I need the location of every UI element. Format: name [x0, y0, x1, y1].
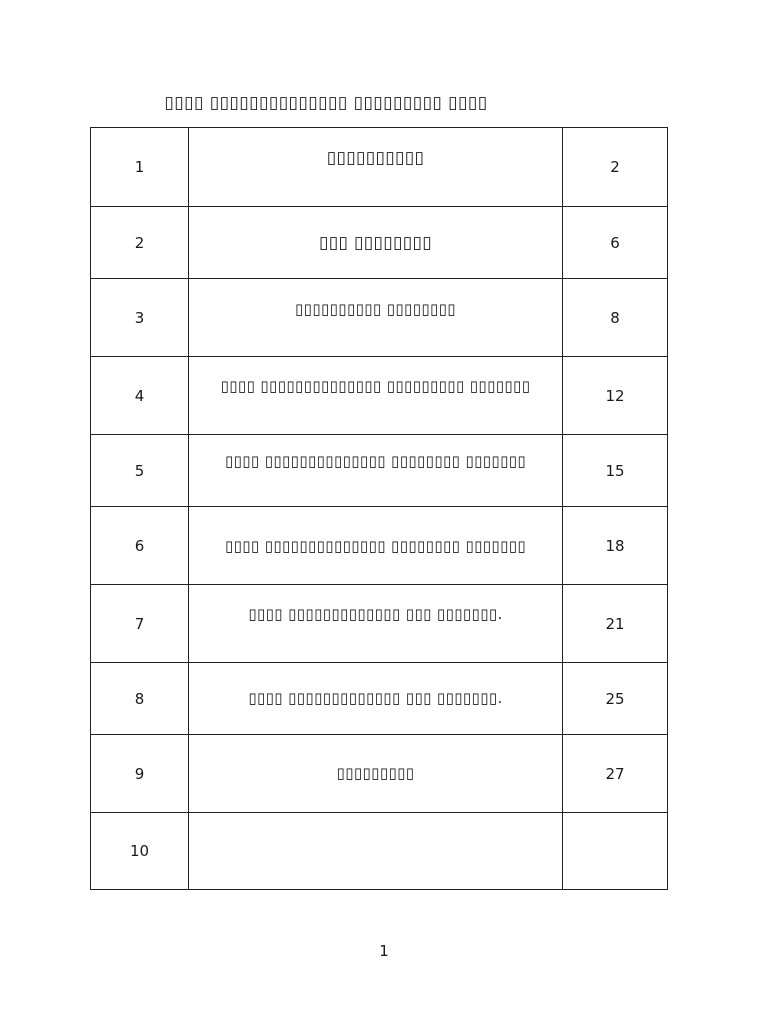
table-row — [91, 279, 668, 357]
row-number: 8 — [91, 663, 189, 735]
row-page-number: 2 — [563, 128, 668, 207]
table-of-contents — [90, 127, 668, 890]
table-row — [91, 207, 668, 279]
table-row — [91, 435, 668, 507]
row-title: ▯▯▯▯▯▯▯▯▯▯ ▯▯▯▯▯▯▯▯ — [295, 300, 456, 318]
row-number: 7 — [91, 585, 189, 663]
row-title-cell — [189, 663, 563, 735]
row-page-number: 18 — [563, 507, 668, 585]
row-title: ▯▯▯▯ ▯▯▯▯▯▯▯▯▯▯▯▯▯▯ ▯▯▯▯▯▯▯▯ ▯▯▯▯▯▯▯ — [224, 452, 527, 470]
row-title-cell — [189, 813, 563, 890]
row-title-cell — [189, 357, 563, 435]
row-title-cell — [189, 585, 563, 663]
table-row — [91, 585, 668, 663]
table-row — [91, 507, 668, 585]
row-title: ▯▯▯ ▯▯▯▯▯▯▯▯ — [318, 233, 433, 253]
row-page-number: 6 — [563, 207, 668, 279]
row-number: 2 — [91, 207, 189, 279]
row-title-cell — [189, 207, 563, 279]
row-page-number: 27 — [563, 735, 668, 813]
row-title: ▯▯▯▯▯▯▯▯▯ — [336, 764, 415, 782]
row-page-number: 12 — [563, 357, 668, 435]
row-page-number: 21 — [563, 585, 668, 663]
table-row — [91, 128, 668, 207]
row-title: ▯▯▯▯ ▯▯▯▯▯▯▯▯▯▯▯▯▯▯ ▯▯▯▯▯▯▯▯▯ ▯▯▯▯▯▯▯ — [220, 377, 531, 395]
document-title: ▯▯▯▯ ▯▯▯▯▯▯▯▯▯▯▯▯▯▯ ▯▯▯▯▯▯▯▯▯ ▯▯▯▯ — [164, 93, 488, 113]
row-number: 6 — [91, 507, 189, 585]
row-number: 5 — [91, 435, 189, 507]
row-title: ▯▯▯▯ ▯▯▯▯▯▯▯▯▯▯▯▯▯ ▯▯▯ ▯▯▯▯▯▯▯. — [248, 689, 503, 707]
row-number: 1 — [91, 128, 189, 207]
row-title-cell — [189, 279, 563, 357]
row-title: ▯▯▯▯ ▯▯▯▯▯▯▯▯▯▯▯▯▯▯ ▯▯▯▯▯▯▯▯ ▯▯▯▯▯▯▯ — [224, 537, 527, 555]
row-page-number: 25 — [563, 663, 668, 735]
page-number: 1 — [379, 942, 389, 960]
row-page-number — [563, 813, 668, 890]
table-row — [91, 357, 668, 435]
row-number: 9 — [91, 735, 189, 813]
row-number: 10 — [91, 813, 189, 890]
row-page-number: 15 — [563, 435, 668, 507]
row-title: ▯▯▯▯▯▯▯▯▯▯ — [326, 148, 425, 168]
table-row — [91, 813, 668, 890]
row-title — [189, 813, 562, 842]
row-title-cell — [189, 735, 563, 813]
row-title: ▯▯▯▯ ▯▯▯▯▯▯▯▯▯▯▯▯▯ ▯▯▯ ▯▯▯▯▯▯▯. — [248, 605, 503, 623]
row-number: 3 — [91, 279, 189, 357]
table-row — [91, 735, 668, 813]
row-number: 4 — [91, 357, 189, 435]
row-title-cell — [189, 507, 563, 585]
table-row — [91, 663, 668, 735]
row-title-cell — [189, 435, 563, 507]
row-title-cell — [189, 128, 563, 207]
row-page-number: 8 — [563, 279, 668, 357]
